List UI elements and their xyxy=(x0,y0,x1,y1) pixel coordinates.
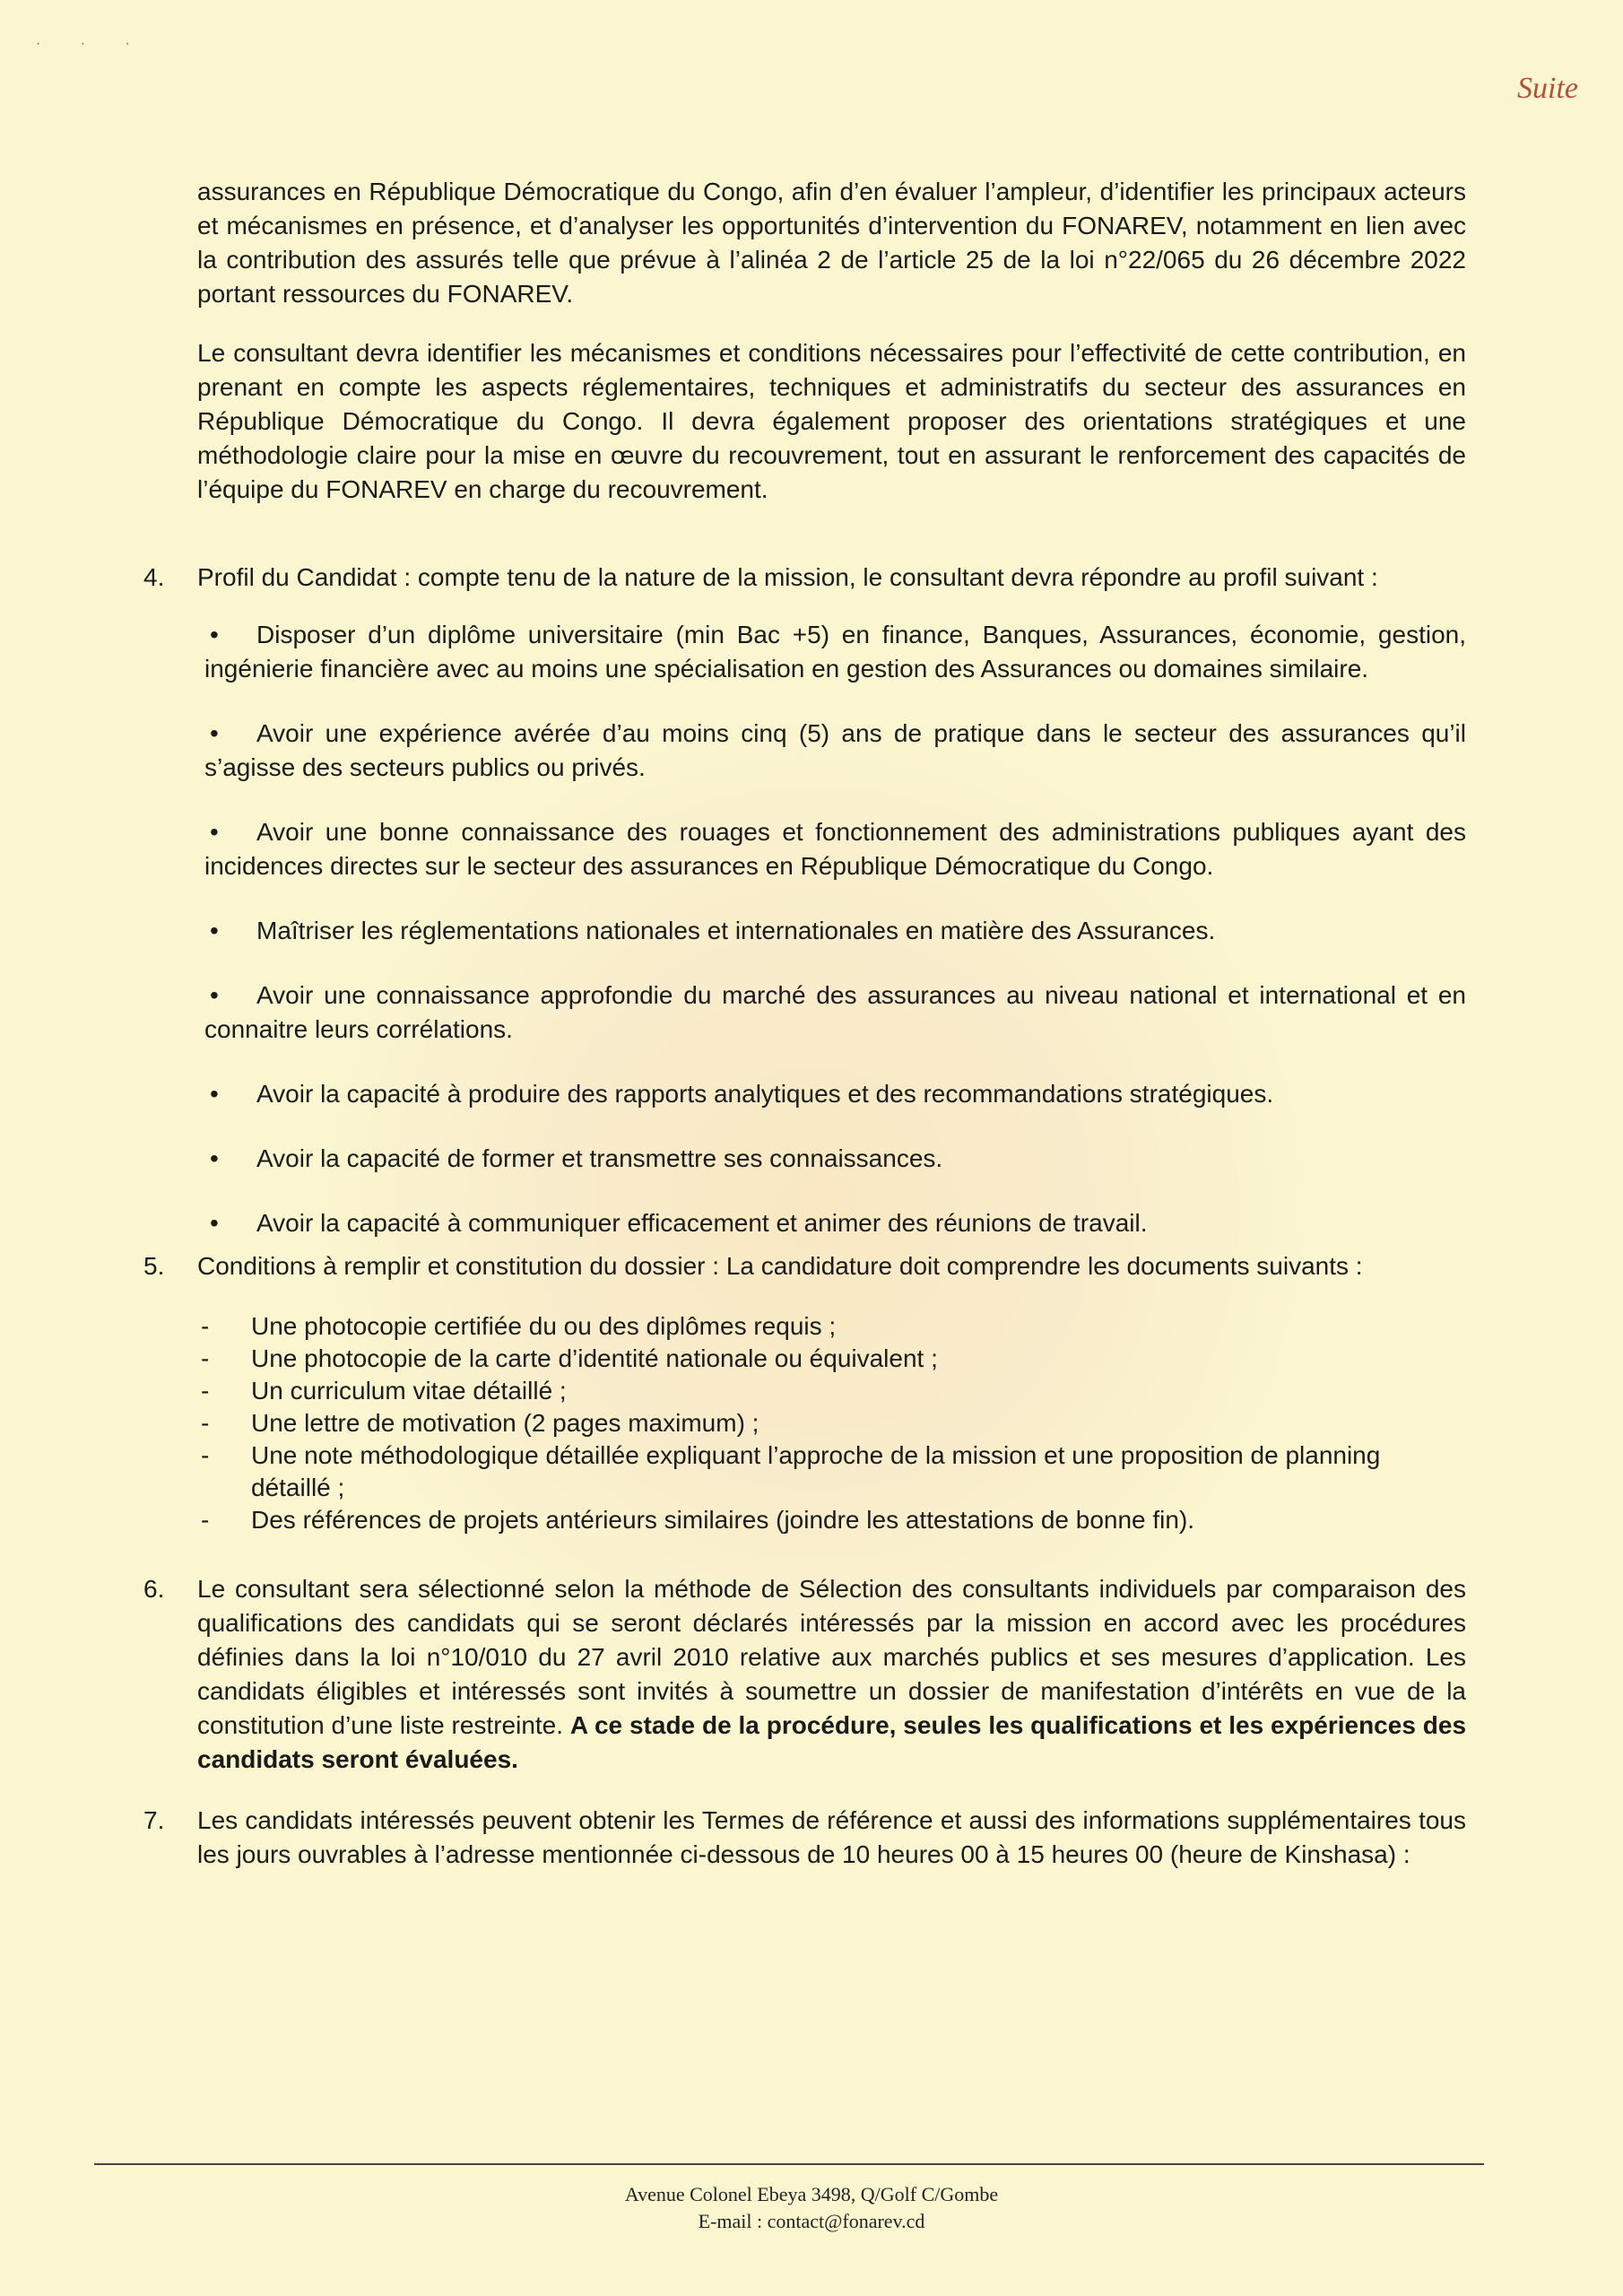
dash-icon: - xyxy=(201,1409,210,1437)
list-item-text: Maîtriser les réglementations nationales et internationales en matière des Assurances. xyxy=(256,917,1216,944)
intro-paragraph-2: Le consultant devra identifier les mécanismes et conditions nécessaires pour l’effectivité de cette contribution, en prenant en compte les aspects réglementaires, techniques et administratifs du secteur des assurances en République Démocratique du Congo. Il devra également proposer des orientations stratégiques et une méthodologie claire pour la mise en œuvre du recouvrement, tout en assurant le renforcement des capacités de l’équipe du FONAREV en charge du recouvrement. xyxy=(197,339,1466,503)
dash-icon: - xyxy=(201,1441,210,1469)
list-item-text: Avoir une bonne connaissance des rouages et fonctionnement des administrations publiques ayant des incidences directes sur le secteur des assurances en République Démocratique du Congo. xyxy=(204,818,1466,880)
list-item xyxy=(204,618,1466,686)
list-item-text: Une note méthodologique détaillée expliquant l’approche de la mission et une proposition de planning détaillé ; xyxy=(251,1441,1381,1501)
list-item xyxy=(197,1407,1466,1439)
document-body xyxy=(143,175,1467,1895)
list-item-text: Une photocopie de la carte d’identité nationale ou équivalent ; xyxy=(251,1344,938,1372)
list-item-text: Avoir une expérience avérée d’au moins cinq (5) ans de pratique dans le secteur des assurances qu’il s’agisse des secteurs publics ou privés. xyxy=(204,719,1466,781)
list-item xyxy=(197,1504,1466,1536)
dash-icon: - xyxy=(201,1377,210,1405)
list-item-text: Avoir la capacité à produire des rapports analytiques et des recommandations stratégiques. xyxy=(256,1080,1274,1108)
list-item xyxy=(204,978,1466,1047)
section-5-conditions xyxy=(143,1249,1466,1536)
list-item-text: Une photocopie certifiée du ou des diplômes requis ; xyxy=(251,1312,837,1340)
list-item xyxy=(197,1343,1466,1375)
list-item xyxy=(197,1439,1466,1504)
list-item xyxy=(204,914,1466,948)
bullet-icon: • xyxy=(210,719,219,747)
list-item xyxy=(197,1310,1466,1343)
dash-icon: - xyxy=(201,1506,210,1534)
list-item-text: Avoir la capacité à communiquer efficacement et animer des réunions de travail. xyxy=(256,1209,1148,1237)
section-number: 5. xyxy=(143,1252,165,1280)
documents-list xyxy=(197,1310,1466,1536)
list-item xyxy=(204,815,1466,883)
bullet-icon: • xyxy=(210,818,219,846)
section-heading: Profil du Candidat : compte tenu de la nature de la mission, le consultant devra répondre au profil suivant : xyxy=(197,563,1378,591)
footer-email: E-mail : contact@fonarev.cd xyxy=(698,2210,925,2232)
section-heading: Conditions à remplir et constitution du dossier : La candidature doit comprendre les documents suivants : xyxy=(197,1252,1363,1280)
list-item xyxy=(204,1206,1466,1240)
section-6-selection xyxy=(143,1572,1467,1777)
section-number: 6. xyxy=(143,1575,165,1603)
bullet-icon: • xyxy=(210,917,219,944)
list-item xyxy=(204,1077,1466,1111)
list-item-text: Disposer d’un diplôme universitaire (min Bac +5) en finance, Banques, Assurances, économie, gestion, ingénierie financière avec au moins une spécialisation en gestion des Assurances ou domaines similaire. xyxy=(204,621,1466,683)
suite-label: Suite xyxy=(1517,72,1578,105)
section-number: 7. xyxy=(143,1806,165,1834)
footer xyxy=(0,2181,1623,2235)
list-item-text: Un curriculum vitae détaillé ; xyxy=(251,1377,567,1405)
selection-bold-text: A ce stade de la procédure, seules les qualifications et les expériences des candidats seront évaluées. xyxy=(197,1711,1467,1773)
dash-icon: - xyxy=(201,1312,210,1340)
list-item-text: Avoir une connaissance approfondie du marché des assurances au niveau national et international et en connaitre leurs corrélations. xyxy=(204,981,1466,1043)
scan-artifact: · · · xyxy=(36,36,148,51)
intro-paragraph-1: assurances en République Démocratique du Congo, afin d’en évaluer l’ampleur, d’identifier les principaux acteurs et mécanismes en présence, et d’analyser les opportunités d’intervention du FONAREV, notamment en lien avec la contribution des assurés telle que prévue à l’alinéa 2 de l’article 25 de la loi n°22/065 du 26 décembre 2022 portant ressources du FONAREV. xyxy=(197,178,1466,308)
footer-address: Avenue Colonel Ebeya 3498, Q/Golf C/Gombe xyxy=(624,2183,999,2205)
section-paragraph: Les candidats intéressés peuvent obtenir les Termes de référence et aussi des informations supplémentaires tous les jours ouvrables à l’adresse mentionnée ci-dessous de 10 heures 00 à 15 heures 00 (heure de Kinshasa) : xyxy=(197,1806,1466,1868)
dash-icon: - xyxy=(201,1344,210,1372)
list-item-text: Avoir la capacité de former et transmettre ses connaissances. xyxy=(256,1144,943,1172)
section-paragraph xyxy=(197,1572,1466,1777)
list-item-text: Une lettre de motivation (2 pages maximum) ; xyxy=(251,1409,759,1437)
selection-text: Le consultant sera sélectionné selon la méthode de Sélection des consultants individuels par comparaison des qualifications des candidats qui se seront déclarés intéressés par la mission en accord avec les procédures définies dans la loi n°10/010 du 27 avril 2010 relative aux marchés publics et ses mesures d’application. Les candidats éligibles et intéressés sont invités à soumettre un dossier de manifestation d’intérêts en vue de la constitution d’une liste restreinte. xyxy=(197,1575,1466,1739)
list-item xyxy=(204,717,1466,785)
bullet-icon: • xyxy=(210,981,219,1009)
section-4-profile xyxy=(143,561,1466,1240)
footer-divider xyxy=(94,2163,1484,2165)
list-item xyxy=(197,1375,1466,1407)
bullet-icon: • xyxy=(210,621,219,648)
profile-bullet-list xyxy=(204,618,1466,1240)
bullet-icon: • xyxy=(210,1080,219,1108)
bullet-icon: • xyxy=(210,1209,219,1237)
list-item xyxy=(204,1142,1466,1176)
section-7-information xyxy=(143,1804,1466,1872)
bullet-icon: • xyxy=(210,1144,219,1172)
list-item-text: Des références de projets antérieurs similaires (joindre les attestations de bonne fin). xyxy=(251,1506,1195,1534)
section-number: 4. xyxy=(143,563,165,591)
